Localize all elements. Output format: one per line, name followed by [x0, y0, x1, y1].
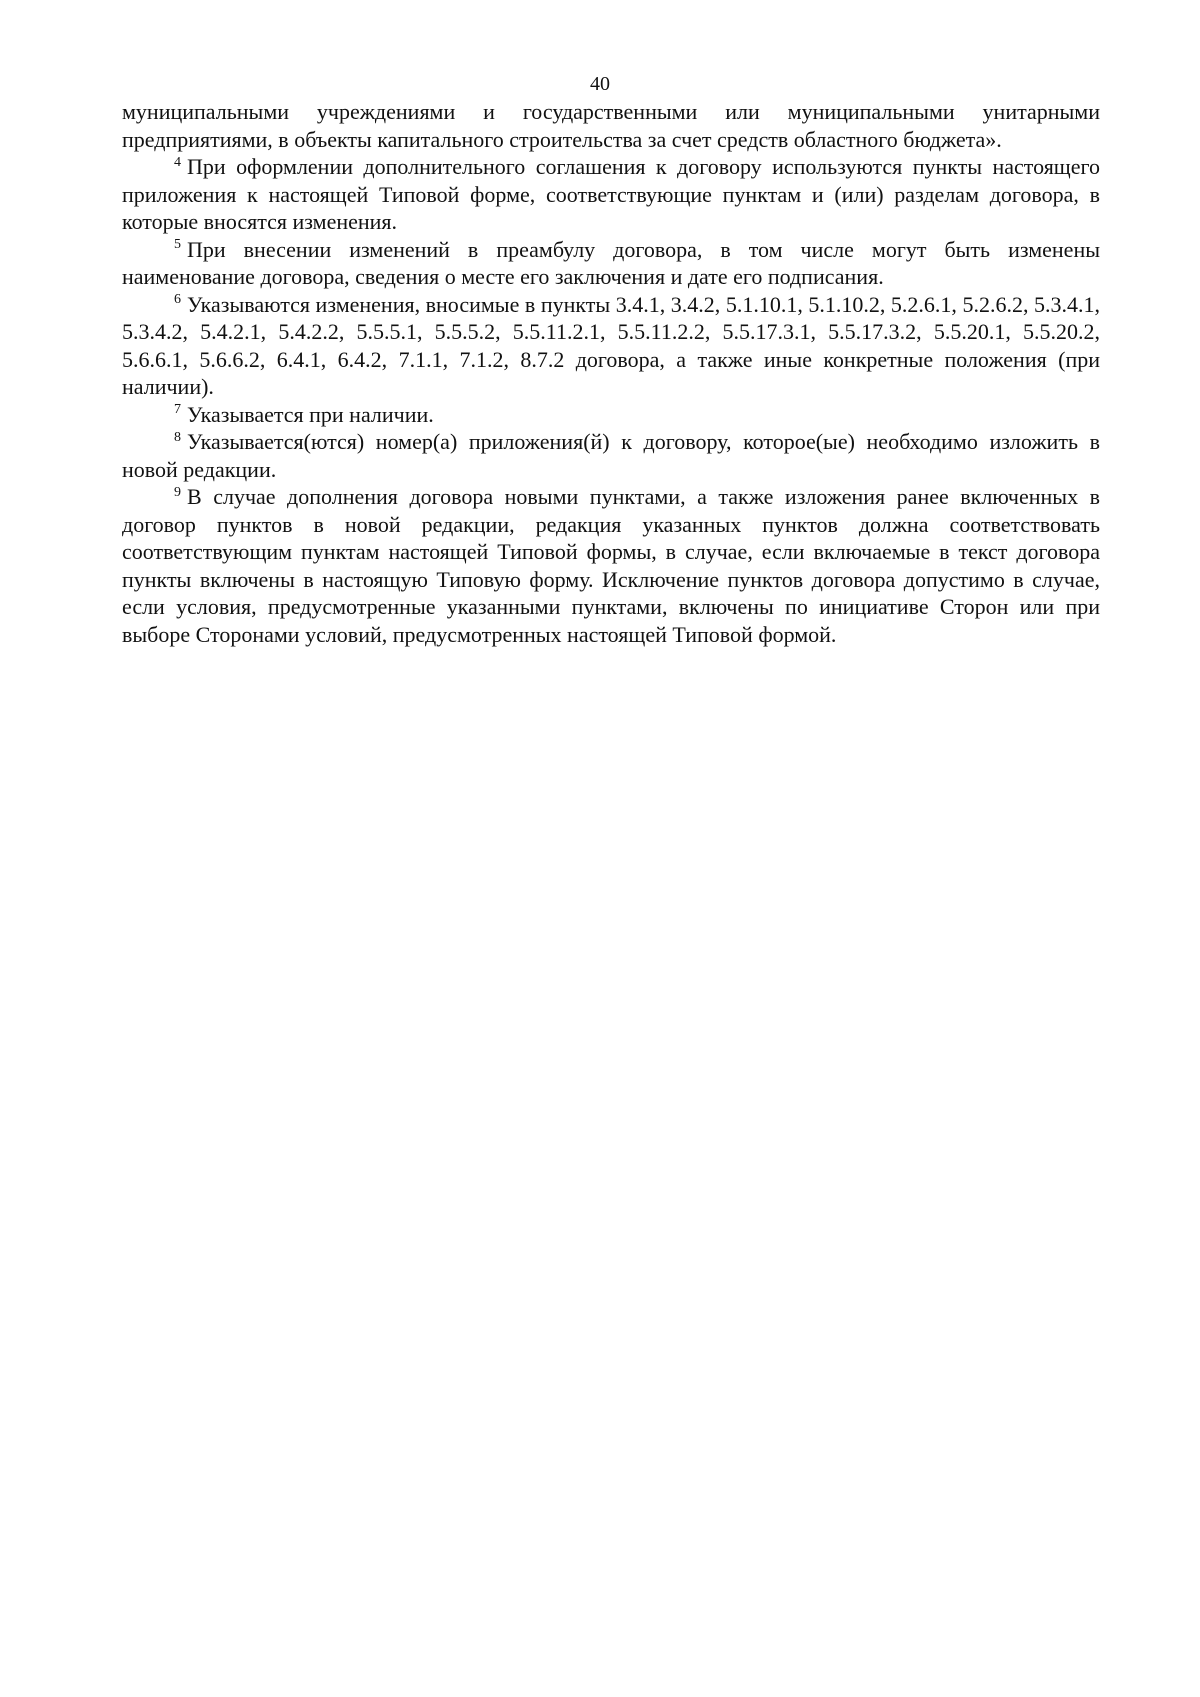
page-number: 40 [590, 73, 610, 95]
footnote-mark: 6 [174, 292, 181, 308]
footnote-4 [122, 153, 1100, 236]
footnote-5 [122, 236, 1100, 291]
footnote-mark: 8 [174, 429, 181, 445]
footnote-text: Указывается(ются) номер(а) приложения(й) к договору, которое(ые) необходимо изложить в новой редакции. [122, 429, 1100, 482]
footnote-6 [122, 291, 1100, 401]
footnote-text: В случае дополнения договора новыми пунктами, а также изложения ранее включенных в договор пунктов в новой редакции, редакция указанных пунктов должна соответствовать соответствующим пунктам настоящей Типовой формы, в случае, если включаемые в текст договора пункты включены в настоящую Типовую форму. Исключение пунктов договора допустимо в случае, если условия, предусмотренные указанными пунктами, включены по инициативе Сторон или при выборе Сторонами условий, предусмотренных настоящей Типовой формой. [122, 484, 1100, 647]
footnote-mark: 7 [174, 402, 181, 418]
footnote-8 [122, 428, 1100, 483]
footnote-text: Указываются изменения, вносимые в пункты 3.4.1, 3.4.2, 5.1.10.1, 5.1.10.2, 5.2.6.1, 5.2.6.2, 5.3.4.1, 5.3.4.2, 5.4.2.1, 5.4.2.2, 5.5.5.1, 5.5.5.2, 5.5.11.2.1, 5.5.11.2.2, 5.5.17.3.1, 5.5.17.3.2, 5.5.20.1, 5.5.20.2, 5.6.6.1, 5.6.6.2, 6.4.1, 6.4.2, 7.1.1, 7.1.2, 8.7.2 договора, а также иные конкретные положения (при наличии). [122, 291, 1100, 399]
continued-paragraph: муниципальными учреждениями и государственными или муниципальными унитарными предприятиями, в объекты капитального строительства за счет средств областного бюджета». [122, 99, 1100, 152]
footnote-mark: 4 [174, 154, 181, 170]
footnote-text: При внесении изменений в преамбулу договора, в том числе могут быть изменены наименование договора, сведения о месте его заключения и дате его подписания. [122, 236, 1100, 289]
footnote-text: Указывается при наличии. [187, 401, 434, 427]
footnote-text: При оформлении дополнительного соглашения к договору используются пункты настоящего приложения к настоящей Типовой форме, соответствующие пунктам и (или) разделам договора, в которые вносятся изменения. [122, 154, 1100, 234]
footnote-mark: 5 [174, 237, 181, 253]
document-body [122, 98, 1100, 648]
footnote-mark: 9 [174, 484, 181, 500]
footnote-9 [122, 483, 1100, 648]
footnote-7 [122, 401, 1100, 429]
